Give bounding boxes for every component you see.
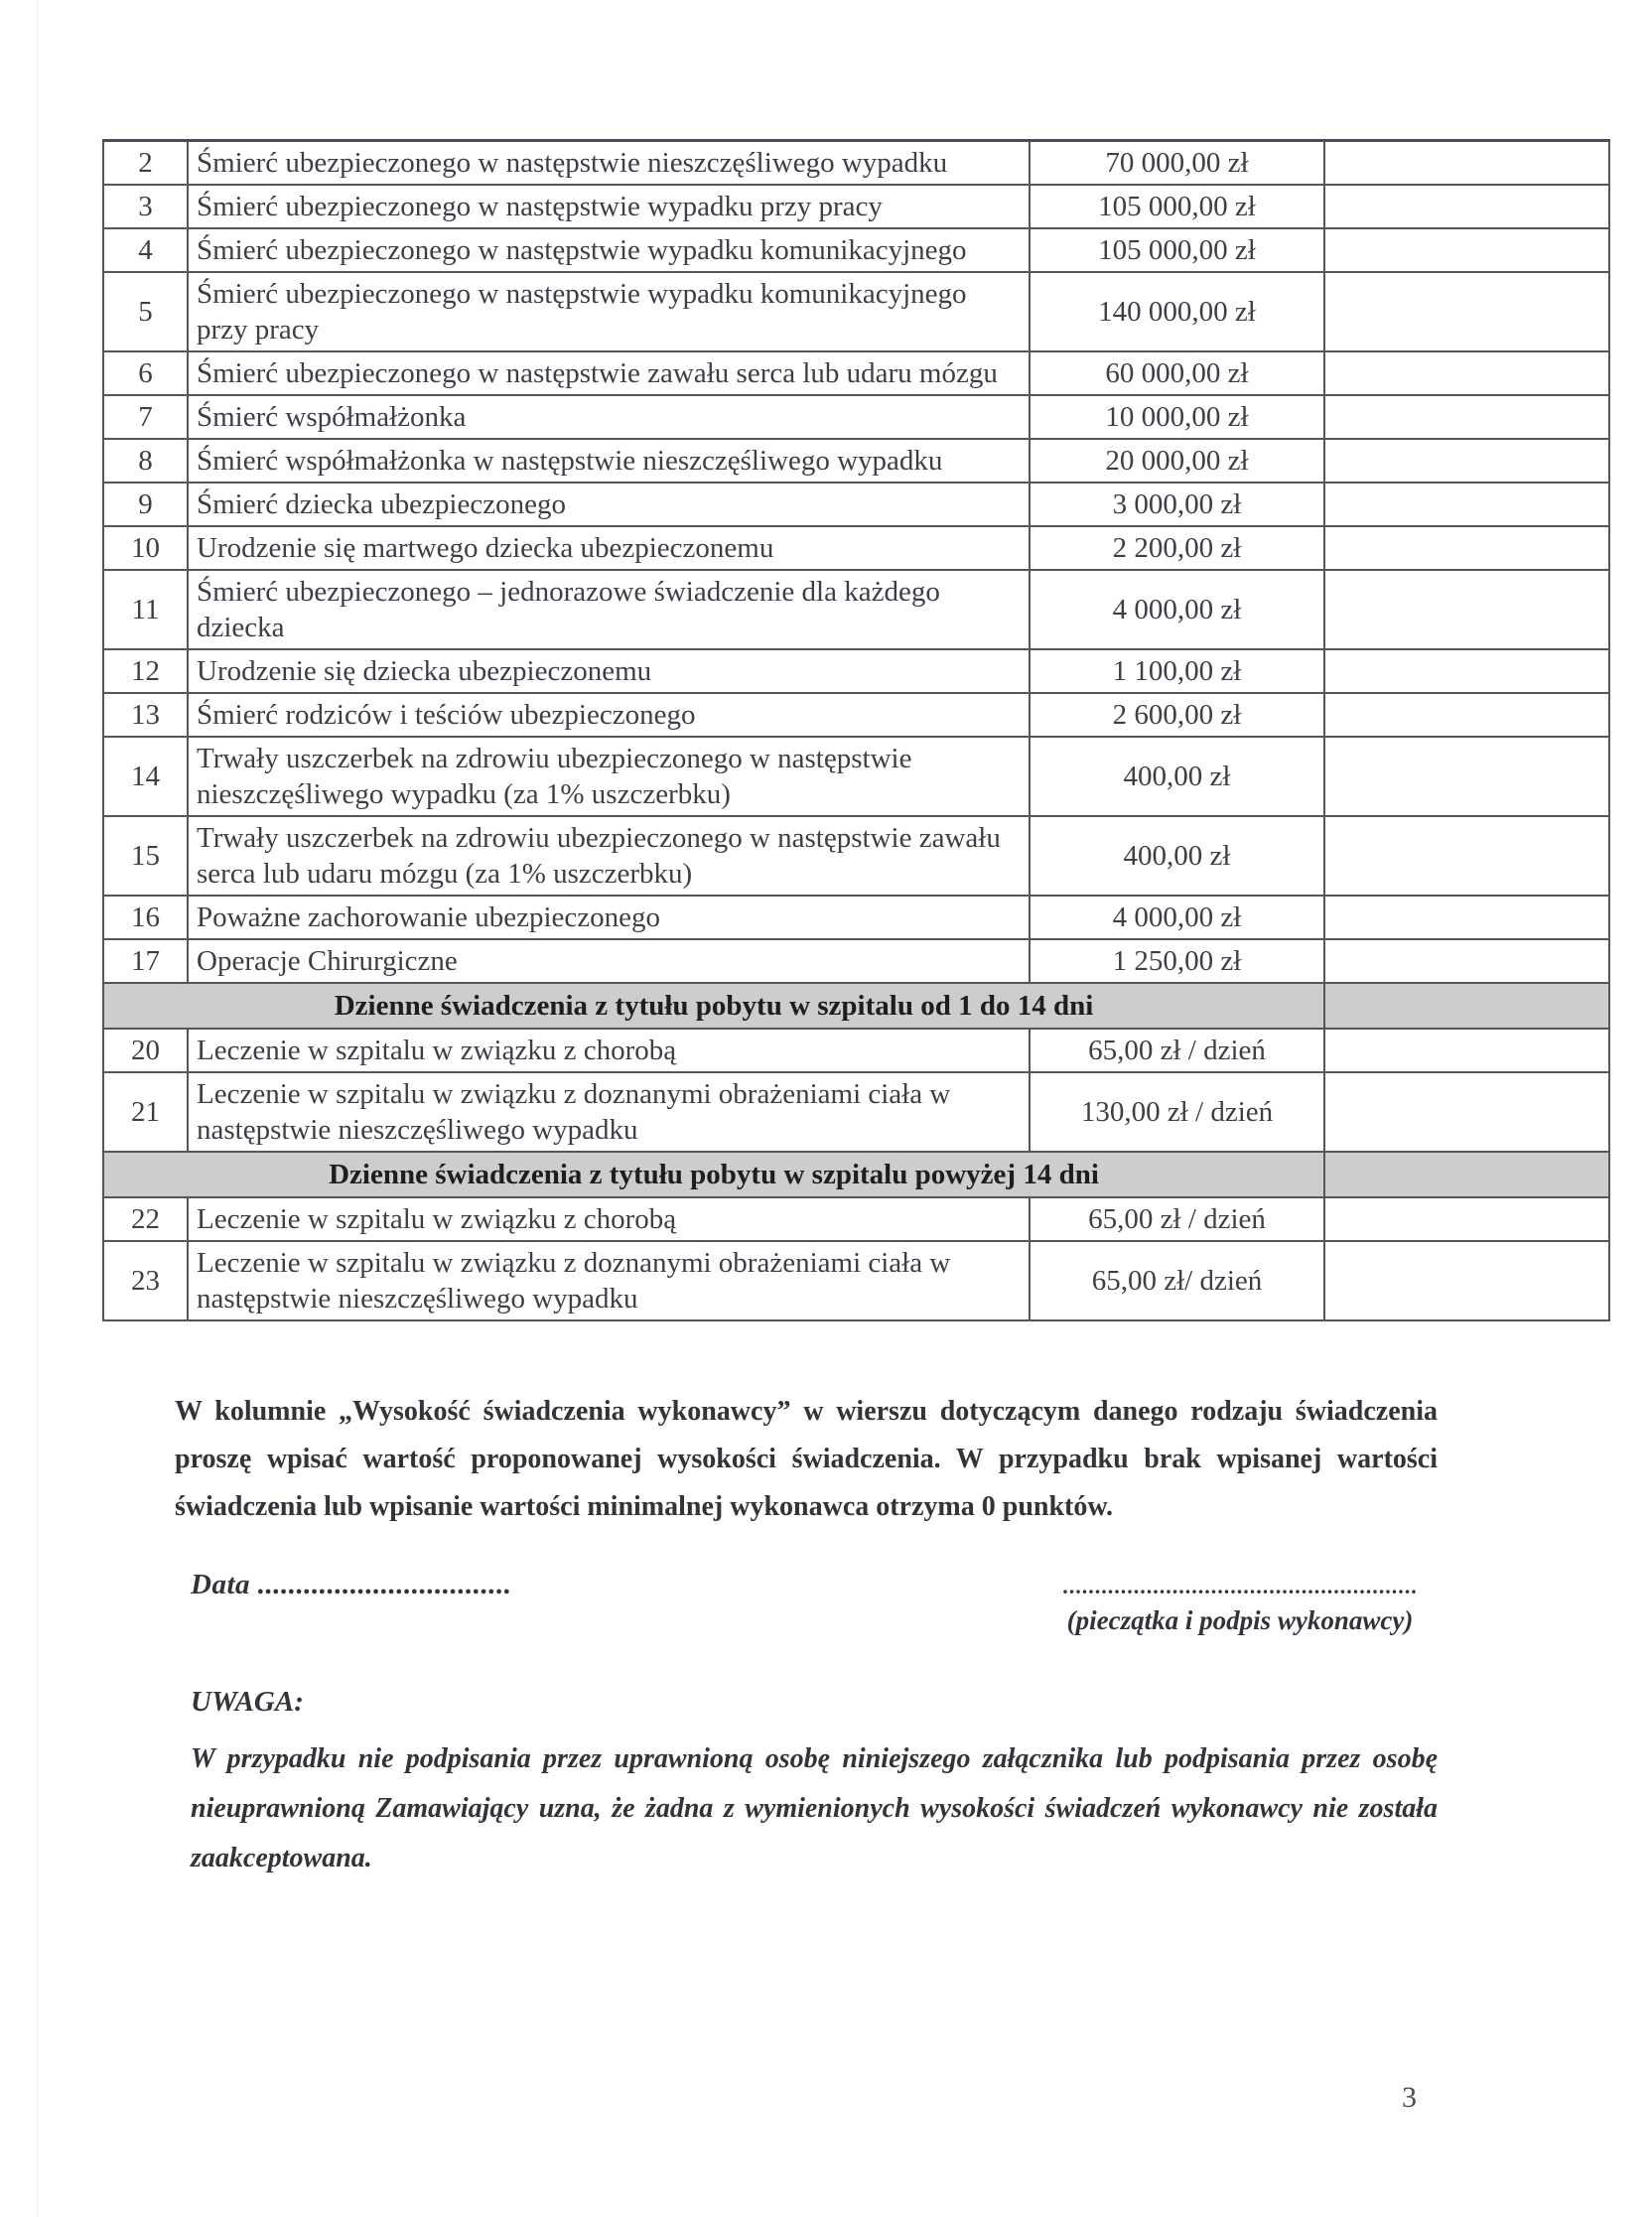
- benefit-description-cell: Leczenie w szpitalu w związku z chorobą: [188, 1197, 1030, 1241]
- contractor-amount-cell: [1324, 939, 1609, 983]
- row-number-cell: 2: [103, 141, 188, 186]
- benefit-amount-cell: 3 000,00 zł: [1030, 483, 1324, 526]
- benefit-description-cell: Leczenie w szpitalu w związku z chorobą: [188, 1029, 1030, 1072]
- table-row: [103, 1072, 1609, 1152]
- table-row: [103, 272, 1609, 351]
- benefit-description-cell: Śmierć ubezpieczonego – jednorazowe świadczenie dla każdego dziecka: [188, 570, 1030, 649]
- benefit-description-cell: Śmierć ubezpieczonego w następstwie zawału serca lub udaru mózgu: [188, 351, 1030, 395]
- benefit-description-cell: Trwały uszczerbek na zdrowiu ubezpieczonego w następstwie nieszczęśliwego wypadku (za 1% uszczerbku): [188, 737, 1030, 816]
- row-number-cell: 23: [103, 1241, 188, 1320]
- section-header-empty-cell: [1324, 983, 1609, 1029]
- benefit-description-cell: Śmierć dziecka ubezpieczonego: [188, 483, 1030, 526]
- note-paragraph: W kolumnie „Wysokość świadczenia wykonawcy” w wierszu dotyczącym danego rodzaju świadczenia proszę wpisać wartość proponowanej wysokości świadczenia. W przypadku brak wpisanej wartości świadczenia lub wpisanie wartości minimalnej wykonawca otrzyma 0 punktów.: [175, 1396, 1438, 1522]
- contractor-amount-cell: [1324, 1241, 1609, 1320]
- row-number-cell: 10: [103, 526, 188, 570]
- benefit-description-cell: Poważne zachorowanie ubezpieczonego: [188, 896, 1030, 939]
- section-header-cell: Dzienne świadczenia z tytułu pobytu w szpitalu od 1 do 14 dni: [103, 983, 1324, 1029]
- contractor-amount-cell: [1324, 526, 1609, 570]
- benefit-amount-cell: 105 000,00 zł: [1030, 185, 1324, 228]
- row-number-cell: 4: [103, 228, 188, 272]
- benefit-description-cell: Śmierć ubezpieczonego w następstwie wypadku komunikacyjnego przy pracy: [188, 272, 1030, 351]
- section-header-empty-cell: [1324, 1152, 1609, 1197]
- row-number-cell: 20: [103, 1029, 188, 1072]
- row-number-cell: 6: [103, 351, 188, 395]
- section-header-row: [103, 1152, 1609, 1197]
- contractor-amount-cell: [1324, 896, 1609, 939]
- benefit-description-cell: Leczenie w szpitalu w związku z doznanymi obrażeniami ciała w następstwie nieszczęśliwego wypadku: [188, 1241, 1030, 1320]
- row-number-cell: 16: [103, 896, 188, 939]
- row-number-cell: 9: [103, 483, 188, 526]
- signature-dots-line: .......................................................: [1062, 1574, 1418, 1598]
- table-row: [103, 483, 1609, 526]
- contractor-amount-cell: [1324, 649, 1609, 693]
- page-number: 3: [1402, 2081, 1417, 2114]
- row-number-cell: 14: [103, 737, 188, 816]
- contractor-amount-cell: [1324, 693, 1609, 737]
- row-number-cell: 8: [103, 439, 188, 483]
- contractor-amount-cell: [1324, 1197, 1609, 1241]
- benefit-description-cell: Urodzenie się dziecka ubezpieczonemu: [188, 649, 1030, 693]
- contractor-amount-cell: [1324, 1072, 1609, 1152]
- row-number-cell: 17: [103, 939, 188, 983]
- benefits-table: [102, 139, 1610, 1321]
- section-header-cell: Dzienne świadczenia z tytułu pobytu w szpitalu powyżej 14 dni: [103, 1152, 1324, 1197]
- benefit-amount-cell: 1 250,00 zł: [1030, 939, 1324, 983]
- table-row: [103, 185, 1609, 228]
- benefit-amount-cell: 65,00 zł / dzień: [1030, 1029, 1324, 1072]
- table-row: [103, 141, 1609, 186]
- table-row: [103, 939, 1609, 983]
- contractor-amount-cell: [1324, 185, 1609, 228]
- benefit-amount-cell: 130,00 zł / dzień: [1030, 1072, 1324, 1152]
- benefit-description-cell: Urodzenie się martwego dziecka ubezpieczonemu: [188, 526, 1030, 570]
- benefit-description-cell: Operacje Chirurgiczne: [188, 939, 1030, 983]
- row-number-cell: 12: [103, 649, 188, 693]
- contractor-amount-cell: [1324, 351, 1609, 395]
- signature-caption: (pieczątka i podpis wykonawcy): [1066, 1605, 1414, 1635]
- benefit-description-cell: Śmierć rodziców i teściów ubezpieczonego: [188, 693, 1030, 737]
- row-number-cell: 21: [103, 1072, 188, 1152]
- row-number-cell: 11: [103, 570, 188, 649]
- contractor-amount-cell: [1324, 272, 1609, 351]
- row-number-cell: 3: [103, 185, 188, 228]
- contractor-amount-cell: [1324, 439, 1609, 483]
- table-row: [103, 570, 1609, 649]
- table-row: [103, 816, 1609, 896]
- date-line: Data .................................: [191, 1569, 512, 1600]
- benefit-amount-cell: 2 600,00 zł: [1030, 693, 1324, 737]
- contractor-amount-cell: [1324, 228, 1609, 272]
- benefit-amount-cell: 105 000,00 zł: [1030, 228, 1324, 272]
- benefit-description-cell: Leczenie w szpitalu w związku z doznanymi obrażeniami ciała w następstwie nieszczęśliwego wypadku: [188, 1072, 1030, 1152]
- benefit-amount-cell: 70 000,00 zł: [1030, 141, 1324, 186]
- benefit-description-cell: Śmierć ubezpieczonego w następstwie nieszczęśliwego wypadku: [188, 141, 1030, 186]
- warning-text: W przypadku nie podpisania przez uprawnioną osobę niniejszego załącznika lub podpisania przez osobę nieuprawnioną Zamawiający uzna, że żadna z wymienionych wysokości świadczeń wykonawcy nie została zaakceptowana.: [191, 1743, 1438, 1873]
- benefit-amount-cell: 400,00 zł: [1030, 737, 1324, 816]
- warning-title: UWAGA:: [191, 1686, 304, 1718]
- table-row: [103, 228, 1609, 272]
- table-row: [103, 1029, 1609, 1072]
- scan-edge-artifact: [37, 0, 38, 2217]
- benefit-amount-cell: 10 000,00 zł: [1030, 395, 1324, 439]
- row-number-cell: 15: [103, 816, 188, 896]
- benefit-description-cell: Śmierć ubezpieczonego w następstwie wypadku komunikacyjnego: [188, 228, 1030, 272]
- contractor-amount-cell: [1324, 1029, 1609, 1072]
- table-row: [103, 395, 1609, 439]
- contractor-amount-cell: [1324, 395, 1609, 439]
- contractor-amount-cell: [1324, 570, 1609, 649]
- benefit-amount-cell: 4 000,00 zł: [1030, 570, 1324, 649]
- benefits-table-body: [103, 141, 1609, 1321]
- table-row: [103, 526, 1609, 570]
- row-number-cell: 22: [103, 1197, 188, 1241]
- benefit-amount-cell: 65,00 zł / dzień: [1030, 1197, 1324, 1241]
- section-header-row: [103, 983, 1609, 1029]
- table-row: [103, 351, 1609, 395]
- row-number-cell: 7: [103, 395, 188, 439]
- table-row: [103, 693, 1609, 737]
- row-number-cell: 5: [103, 272, 188, 351]
- table-row: [103, 1197, 1609, 1241]
- benefit-amount-cell: 20 000,00 zł: [1030, 439, 1324, 483]
- contractor-amount-cell: [1324, 816, 1609, 896]
- benefit-description-cell: Śmierć współmałżonka w następstwie nieszczęśliwego wypadku: [188, 439, 1030, 483]
- contractor-amount-cell: [1324, 483, 1609, 526]
- table-row: [103, 1241, 1609, 1320]
- benefit-amount-cell: 65,00 zł/ dzień: [1030, 1241, 1324, 1320]
- benefit-amount-cell: 1 100,00 zł: [1030, 649, 1324, 693]
- row-number-cell: 13: [103, 693, 188, 737]
- table-row: [103, 649, 1609, 693]
- signature-block: [1050, 1574, 1430, 1636]
- benefit-amount-cell: 4 000,00 zł: [1030, 896, 1324, 939]
- benefit-description-cell: Śmierć ubezpieczonego w następstwie wypadku przy pracy: [188, 185, 1030, 228]
- benefit-amount-cell: 140 000,00 zł: [1030, 272, 1324, 351]
- benefit-description-cell: Śmierć współmałżonka: [188, 395, 1030, 439]
- benefit-amount-cell: 2 200,00 zł: [1030, 526, 1324, 570]
- table-row: [103, 439, 1609, 483]
- benefit-amount-cell: 60 000,00 zł: [1030, 351, 1324, 395]
- contractor-amount-cell: [1324, 141, 1609, 186]
- benefit-amount-cell: 400,00 zł: [1030, 816, 1324, 896]
- table-row: [103, 896, 1609, 939]
- table-row: [103, 737, 1609, 816]
- benefit-description-cell: Trwały uszczerbek na zdrowiu ubezpieczonego w następstwie zawału serca lub udaru mózgu (za 1% uszczerbku): [188, 816, 1030, 896]
- contractor-amount-cell: [1324, 737, 1609, 816]
